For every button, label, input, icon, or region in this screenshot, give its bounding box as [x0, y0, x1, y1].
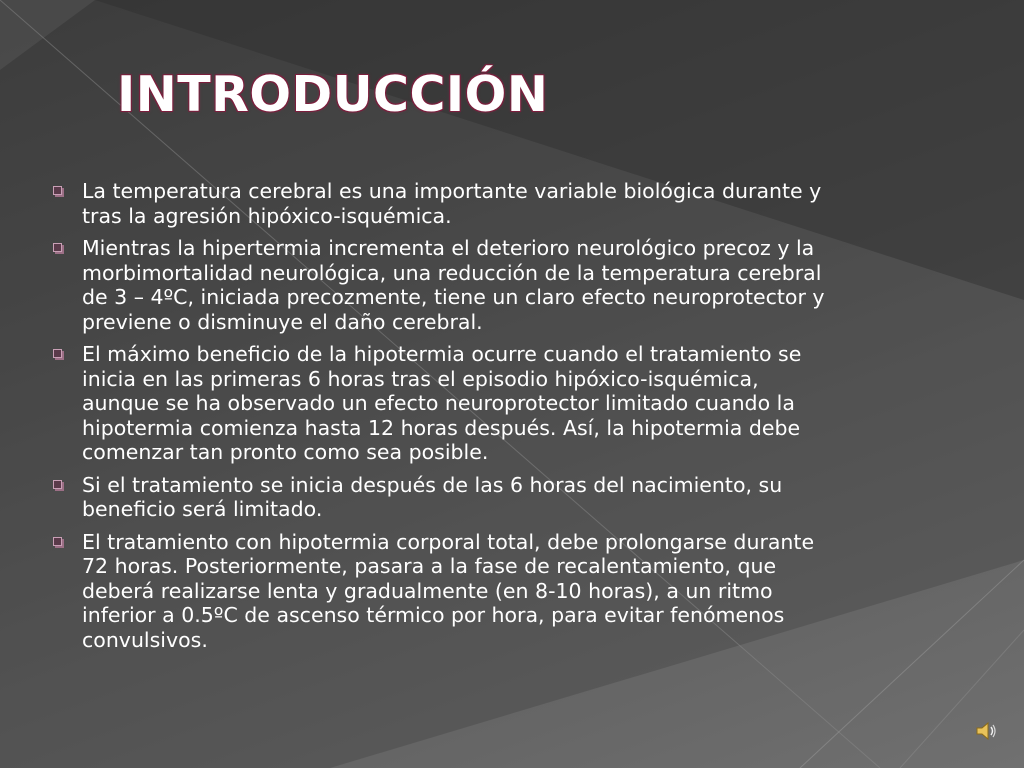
bullet-item: [50, 236, 840, 334]
bullet-item: [50, 342, 840, 465]
square-bullet-icon: [53, 349, 62, 358]
bullet-text: La temperatura cerebral es una importante variable biológica durante y tras la agresión hipóxico-isquémica.: [82, 179, 822, 228]
bullet-list: [50, 179, 840, 660]
bullet-text: Si el tratamiento se inicia después de las 6 horas del nacimiento, su beneficio será limitado.: [82, 472, 783, 521]
bullet-text: Mientras la hipertermia incrementa el deterioro neurológico precoz y la morbimortalidad neurológica, una reducción de la temperatura cerebral de 3 – 4ºC, iniciada precozmente, tiene un claro efecto neuroprotector y previene o disminuye el daño cerebral.: [82, 236, 825, 334]
slide-title: INTRODUCCIÓN: [117, 66, 549, 123]
speaker-icon[interactable]: [975, 720, 997, 742]
bullet-text: El máximo beneficio de la hipotermia ocurre cuando el tratamiento se inicia en las primeras 6 horas tras el episodio hipóxico-isquémica, aunque se ha observado un efecto neuroprotector limitado cuando la hipotermia comienza hasta 12 horas después. Así, la hipotermia debe comenzar tan pronto como sea posible.: [82, 342, 802, 464]
square-bullet-icon: [53, 243, 62, 252]
square-bullet-icon: [53, 537, 62, 546]
square-bullet-icon: [53, 186, 62, 195]
bullet-text: El tratamiento con hipotermia corporal total, debe prolongarse durante 72 horas. Posteriormente, pasara a la fase de recalentamiento, que deberá realizarse lenta y gradualmente (en 8-10 horas), a un ritmo inferior a 0.5ºC de ascenso térmico por hora, para evitar fenómenos convulsivos.: [82, 529, 815, 652]
square-bullet-icon: [53, 480, 62, 489]
bullet-item: [50, 530, 840, 653]
bullet-item: [50, 473, 840, 522]
bullet-item: [50, 179, 840, 228]
